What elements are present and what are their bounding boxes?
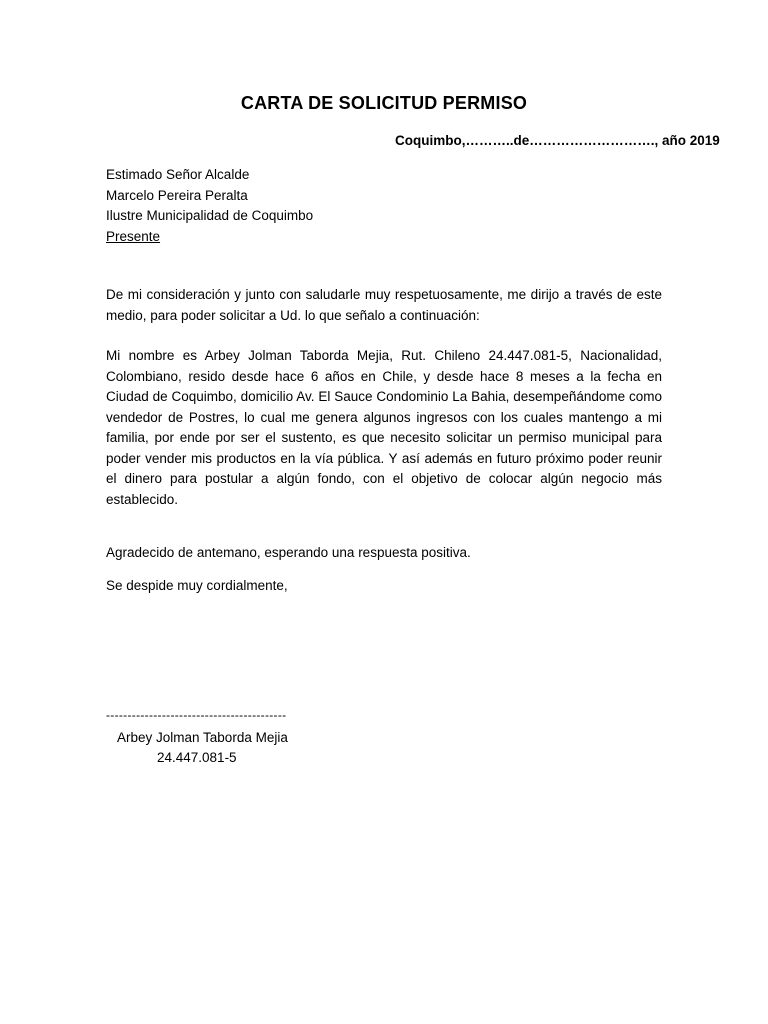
recipient-block: [106, 165, 313, 247]
signature-id: 24.447.081-5: [157, 750, 237, 765]
closing-thanks: Agradecido de antemano, esperando una respuesta positiva.: [106, 545, 471, 560]
recipient-salutation: Estimado Señor Alcalde: [106, 167, 250, 182]
recipient-presente: Presente: [106, 228, 161, 244]
signature-name: Arbey Jolman Taborda Mejia: [117, 730, 288, 745]
letter-title: CARTA DE SOLICITUD PERMISO: [240, 93, 528, 113]
signature-line: ------------------------------------------: [106, 708, 287, 722]
closing-farewell: Se despide muy cordialmente,: [106, 578, 288, 593]
intro-paragraph: De mi consideración y junto con saludarle muy respetuosamente, me dirijo a través de este medio, para poder solicitar a Ud. lo que señalo a continuación:: [106, 287, 662, 323]
recipient-organization: Ilustre Municipalidad de Coquimbo: [106, 208, 314, 223]
recipient-name: Marcelo Pereira Peralta: [106, 187, 248, 203]
body-paragraph: Mi nombre es Arbey Jolman Taborda Mejia, Rut. Chileno 24.447.081-5, Nacionalidad, Colombiano, resido desde hace 6 años en Chile, y desde hace 8 meses a la fecha en Ciudad de Coquimbo, domicilio Av. El Sauce Condominio La Bahia, desempeñándome como vendedor de Postres, lo cual me genera algunos ingresos con los cuales mantengo a mi familia, por ende por ser el sustento, es que necesito solicitar un permiso municipal para poder vender mis productos en la vía pública. Y así además en futuro próximo poder reunir el dinero para postular a algún fondo, con el objetivo de colocar algún negocio más establecido.: [106, 348, 662, 507]
place-date: Coquimbo,………..de………………………., año 2019: [395, 133, 720, 148]
